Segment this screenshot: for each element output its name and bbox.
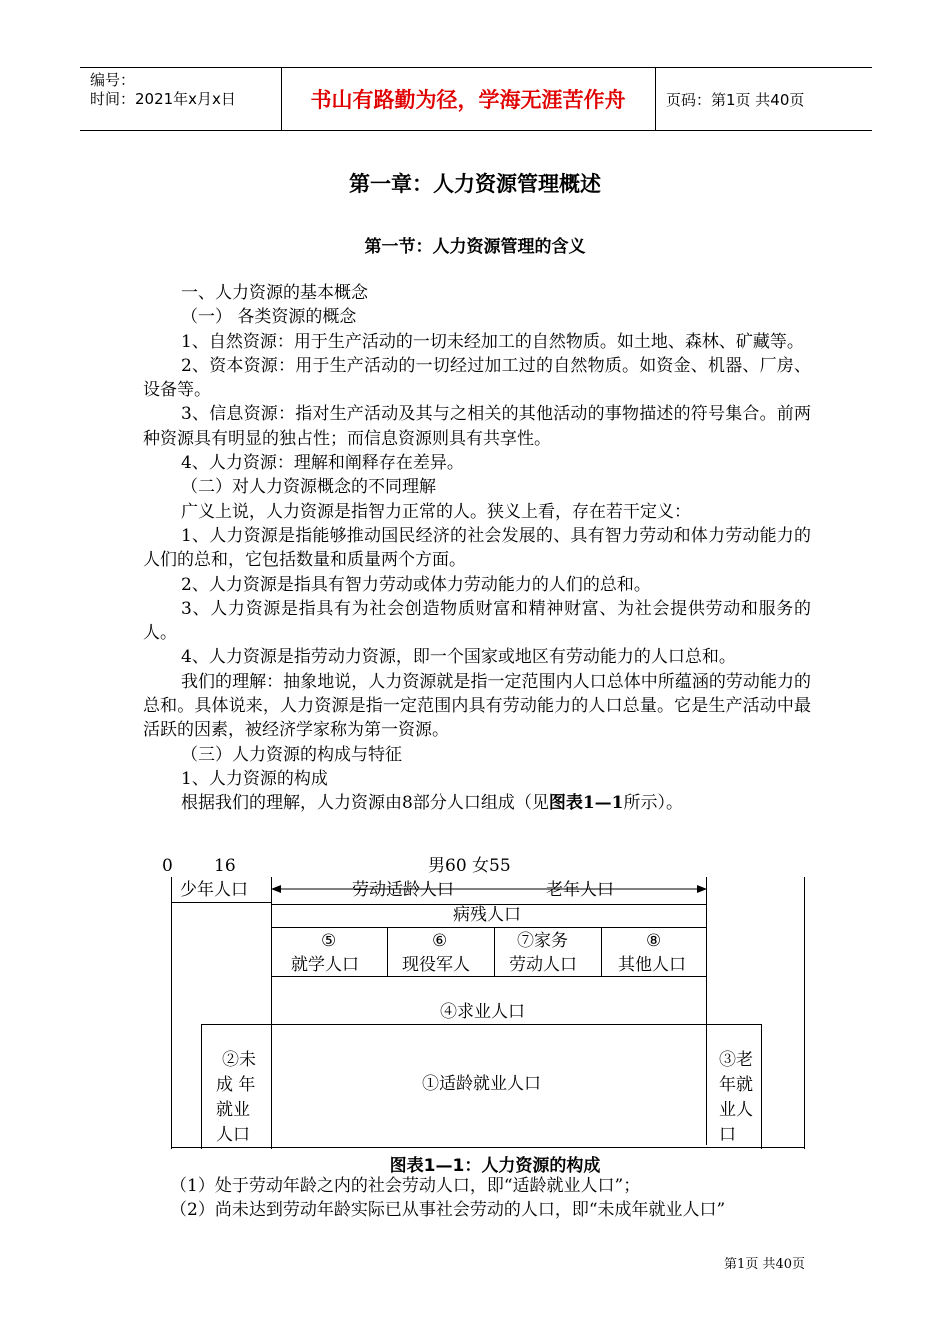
paragraph: 1、人力资源是指能够推动国民经济的社会发展的、具有智力劳动和体力劳动能力的人们的总和，它包括数量和质量两个方面。 [143, 525, 811, 571]
category-3-line: 业人 [719, 1100, 753, 1120]
youth-label: 少年人口 [180, 880, 248, 900]
category-2-line: ②未 [222, 1050, 256, 1070]
paragraph: 1、人力资源的构成 [181, 768, 328, 789]
paragraph: 2、资本资源：用于生产活动的一切经过加工过的自然物质。如资金、机器、厂房、设备等。 [143, 355, 811, 401]
category-8-number: ⑧ [646, 931, 662, 951]
subheading: （三）人力资源的构成与特征 [181, 744, 402, 765]
paragraph: 4、人力资源是指劳动力资源，即一个国家或地区有劳动能力的人口总和。 [181, 647, 736, 668]
category-5-number: ⑤ [321, 931, 337, 951]
header-meta [80, 68, 281, 130]
category-6-number: ⑥ [432, 931, 448, 951]
header-motto: 书山有路勤为径，学海无涯苦作舟 [310, 88, 626, 112]
elderly-label: 老年人口 [546, 880, 614, 900]
frame-line [201, 1024, 761, 1025]
working-age-arrow [271, 881, 707, 897]
paragraph: 3、人力资源是指具有为社会创造物质财富和精神财富、为社会提供劳动和服务的人。 [143, 598, 811, 644]
category-2-line: 人口 [216, 1125, 250, 1145]
age-16: 16 [214, 856, 236, 876]
lead-in-text: 根据我们的理解，人力资源由8部分人口组成（见 [181, 793, 549, 814]
frame-line [494, 927, 495, 976]
frame-line [601, 927, 602, 976]
time-label: 时间：2021年x月x日 [90, 90, 236, 108]
category-3-line: 口 [719, 1125, 736, 1145]
paragraph: 3、信息资源：指对生产活动及其与之相关的其他活动的事物描述的符号集合。前两种资源具有明显的独占性；而信息资源则具有共享性。 [143, 404, 811, 449]
lead-in-paragraph [143, 791, 811, 815]
category-8-label: 其他人口 [618, 955, 686, 975]
frame-line [271, 877, 272, 1149]
paragraph: 1、自然资源：用于生产活动的一切未经加工的自然物质。如土地、森林、矿藏等。 [181, 331, 804, 352]
category-7-number: ⑦家务 [517, 931, 568, 951]
figure-reference: 图表1—1 [548, 793, 624, 814]
frame-line [271, 927, 707, 928]
footer-page-number: 第1页 共40页 [724, 1257, 805, 1272]
category-1-label: ①适龄就业人口 [422, 1074, 541, 1094]
list-after-figure [170, 1174, 830, 1222]
frame-line [804, 877, 805, 1149]
subheading: （二）对人力资源概念的不同理解 [181, 477, 436, 498]
list-item: （1）处于劳动年龄之内的社会劳动人口，即“适龄就业人口”； [170, 1176, 641, 1196]
category-2-line: 成 年 [216, 1075, 256, 1095]
heading-1: 一、人力资源的基本概念 [181, 283, 368, 303]
frame-line [171, 1147, 805, 1148]
frame-line [387, 927, 388, 976]
age-0: 0 [162, 856, 173, 876]
paragraph: 我们的理解：抽象地说，人力资源就是指一定范围内人口总体中所蕴涵的劳动能力的总和。具体说来，人力资源是指一定范围内具有劳动能力的人口总量。它是生产活动中最活跃的因素，被经济学家称为第一资源。 [143, 671, 811, 741]
number-label: 编号： [90, 71, 136, 89]
frame-line [271, 904, 707, 905]
subheading: （一） 各类资源的概念 [181, 307, 357, 328]
category-3-line: ③老 [719, 1050, 753, 1070]
frame-line [201, 1024, 202, 1149]
paragraph: 2、人力资源是指具有智力劳动或体力劳动能力的人们的总和。 [181, 574, 651, 595]
chapter-title: 第一章：人力资源管理概述 [349, 172, 601, 196]
frame-line [706, 877, 707, 1145]
list-item: （2）尚未达到劳动年龄实际已从事社会劳动的人口，即“未成年就业人口” [170, 1200, 726, 1220]
body-text [143, 281, 811, 816]
category-7-label: 劳动人口 [509, 955, 577, 975]
frame-line [271, 976, 707, 977]
category-4-label: ④求业人口 [440, 1002, 525, 1022]
paragraph: 广义上说，人力资源是指智力正常的人。狭义上看，存在若干定义： [181, 501, 691, 522]
category-2-line: 就业 [216, 1100, 250, 1120]
age-retire: 男60 女55 [428, 856, 511, 876]
working-age-label: 劳动适龄人口 [352, 880, 454, 900]
category-6-label: 现役军人 [402, 955, 470, 975]
category-3-line: 年就 [719, 1075, 753, 1095]
lead-in-text: 所示）。 [623, 793, 683, 814]
category-5-label: 就学人口 [291, 955, 359, 975]
frame-line [761, 1024, 762, 1149]
paragraph: 4、人力资源：理解和阐释存在差异。 [181, 453, 464, 474]
section-title: 第一节：人力资源管理的含义 [364, 237, 586, 257]
disabled-label: 病残人口 [453, 905, 521, 925]
frame-line [171, 877, 172, 1149]
frame-line [171, 902, 271, 903]
document-header [80, 67, 872, 131]
header-page-label: 页码：第1页 共40页 [666, 90, 805, 109]
figure-caption: 图表1—1：人力资源的构成 [389, 1156, 601, 1176]
